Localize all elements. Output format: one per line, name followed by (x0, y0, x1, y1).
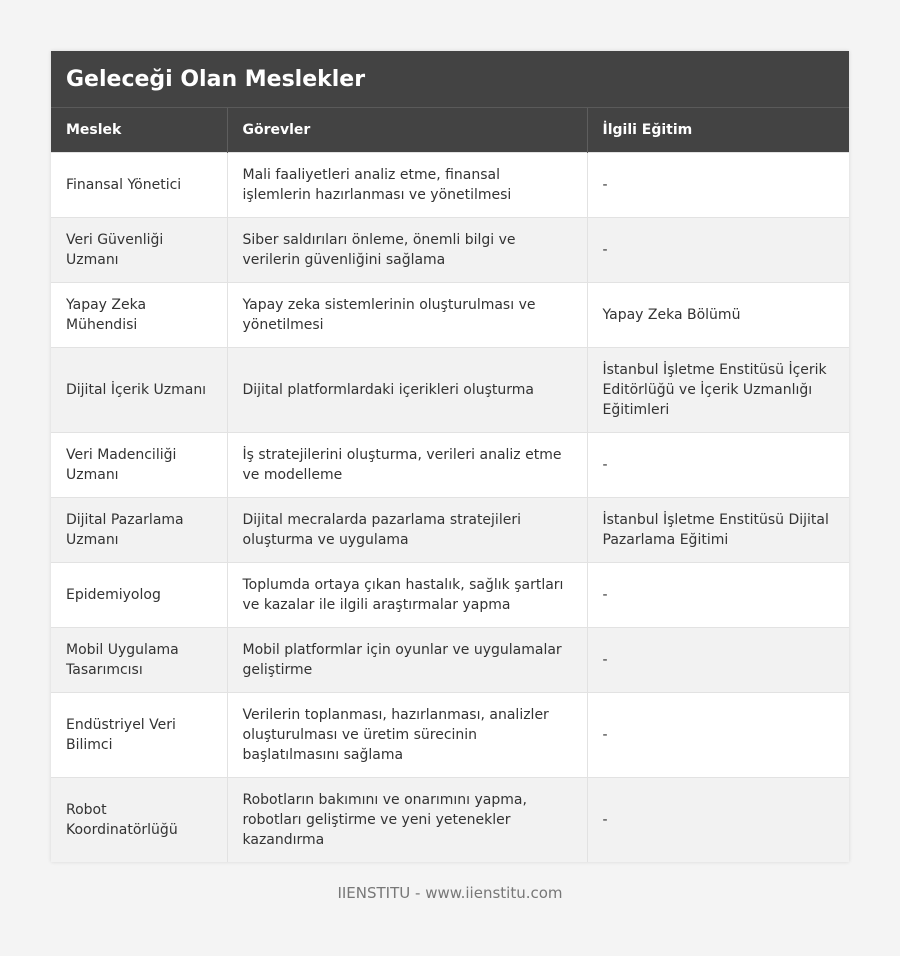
table-header-row (51, 108, 849, 152)
cell-gorevler: Dijital mecralarda pazarlama stratejileri oluşturma ve uygulama (227, 497, 587, 562)
cell-meslek: Finansal Yönetici (51, 152, 227, 217)
cell-meslek: Dijital İçerik Uzmanı (51, 347, 227, 432)
cell-gorevler: Robotların bakımını ve onarımını yapma, robotları geliştirme ve yeni yetenekler kazandırma (227, 777, 587, 862)
cell-gorevler: Yapay zeka sistemlerinin oluşturulması ve yönetilmesi (227, 282, 587, 347)
cell-meslek: Epidemiyolog (51, 562, 227, 627)
cell-gorevler: İş stratejilerini oluşturma, verileri analiz etme ve modelleme (227, 432, 587, 497)
table-row (51, 777, 849, 862)
cell-egitim: İstanbul İşletme Enstitüsü Dijital Pazarlama Eğitimi (587, 497, 849, 562)
table-row (51, 432, 849, 497)
cell-meslek: Robot Koordinatörlüğü (51, 777, 227, 862)
table-row (51, 692, 849, 777)
table-row (51, 627, 849, 692)
cell-egitim: İstanbul İşletme Enstitüsü İçerik Editörlüğü ve İçerik Uzmanlığı Eğitimleri (587, 347, 849, 432)
cell-meslek: Dijital Pazarlama Uzmanı (51, 497, 227, 562)
cell-egitim: Yapay Zeka Bölümü (587, 282, 849, 347)
cell-gorevler: Verilerin toplanması, hazırlanması, analizler oluşturulması ve üretim sürecinin başlatılmasını sağlama (227, 692, 587, 777)
cell-egitim: - (587, 217, 849, 282)
cell-meslek: Veri Madenciliği Uzmanı (51, 432, 227, 497)
cell-egitim: - (587, 627, 849, 692)
table-title: Geleceği Olan Meslekler (51, 51, 849, 108)
cell-egitim: - (587, 152, 849, 217)
table-row (51, 152, 849, 217)
footer-text: IIENSTITU - www.iienstitu.com (337, 884, 563, 902)
cell-meslek: Endüstriyel Veri Bilimci (51, 692, 227, 777)
cell-egitim: - (587, 692, 849, 777)
cell-gorevler: Toplumda ortaya çıkan hastalık, sağlık şartları ve kazalar ile ilgili araştırmalar yapma (227, 562, 587, 627)
column-header-egitim: İlgili Eğitim (587, 108, 849, 152)
table-row (51, 347, 849, 432)
table-row (51, 217, 849, 282)
careers-table-card (51, 51, 849, 862)
table-row (51, 562, 849, 627)
table-row (51, 497, 849, 562)
cell-egitim: - (587, 432, 849, 497)
careers-table (51, 108, 849, 862)
cell-meslek: Yapay Zeka Mühendisi (51, 282, 227, 347)
table-row (51, 282, 849, 347)
column-header-gorevler: Görevler (227, 108, 587, 152)
cell-meslek: Mobil Uygulama Tasarımcısı (51, 627, 227, 692)
cell-meslek: Veri Güvenliği Uzmanı (51, 217, 227, 282)
cell-gorevler: Mali faaliyetleri analiz etme, finansal işlemlerin hazırlanması ve yönetilmesi (227, 152, 587, 217)
cell-gorevler: Siber saldırıları önleme, önemli bilgi ve verilerin güvenliğini sağlama (227, 217, 587, 282)
cell-gorevler: Dijital platformlardaki içerikleri oluşturma (227, 347, 587, 432)
cell-egitim: - (587, 777, 849, 862)
cell-egitim: - (587, 562, 849, 627)
column-header-meslek: Meslek (51, 108, 227, 152)
cell-gorevler: Mobil platformlar için oyunlar ve uygulamalar geliştirme (227, 627, 587, 692)
